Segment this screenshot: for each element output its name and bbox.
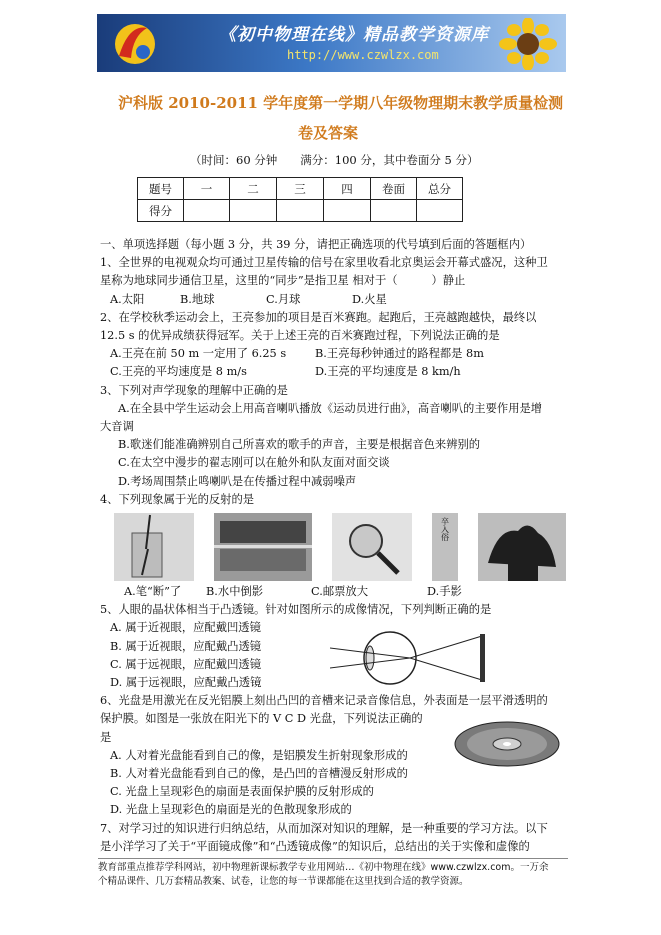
document-title-line1: 沪科版 2010-2011 学年度第一学期八年级物理期末教学质量检测 bbox=[118, 94, 564, 112]
option-a: A.在全县中学生运动会上用高音喇叭播放《运动员进行曲》，高音喇叭的主要作用是增 bbox=[118, 401, 543, 415]
banner-url[interactable]: http://www.czwlzx.com bbox=[287, 48, 439, 62]
option-a-cont: 大音调 bbox=[100, 420, 134, 434]
question-1-options bbox=[100, 291, 566, 309]
option-c: C. 光盘上呈现彩色的扇面是表面保护膜的反射形成的 bbox=[110, 785, 374, 799]
question-6-stem: 6、光盘是用激光在反光铝膜上刻出凸凹的音槽来记录音像信息，外表面是一层平滑透明的 bbox=[100, 694, 548, 708]
option-c: C.在太空中漫步的翟志刚可以在舱外和队友面对面交谈 bbox=[118, 456, 390, 470]
question-4-options bbox=[100, 583, 566, 601]
pencil-in-water-image bbox=[114, 513, 194, 581]
exam-info: （时间：60 分钟 满分：100 分，其中卷面分 5 分） bbox=[190, 153, 479, 167]
header-banner bbox=[97, 14, 566, 72]
score-table bbox=[137, 177, 463, 222]
option-d: D.火星 bbox=[352, 292, 387, 306]
score-cell[interactable] bbox=[417, 200, 463, 222]
section-heading: 一、单项选择题（每小题 3 分，共 39 分，请把正确选项的代号填到后面的答题框内） bbox=[100, 238, 532, 251]
option-d: D. 光盘上呈现彩色的扇面是光的色散现象形成的 bbox=[110, 803, 352, 817]
option-d: D.王亮的平均速度是 8 km/h bbox=[315, 365, 461, 379]
sign-image bbox=[432, 513, 458, 581]
score-header-cell: 题号 bbox=[138, 178, 184, 200]
option-b: B.歌迷们能准确辨别自己所喜欢的歌手的声音，主要是根据音色来辨别的 bbox=[118, 438, 481, 452]
score-table-row bbox=[138, 200, 463, 222]
question-4-images bbox=[114, 513, 566, 581]
site-logo-icon bbox=[109, 18, 161, 68]
score-cell[interactable] bbox=[230, 200, 277, 222]
footer-line: 教育部重点推荐学科网站，初中物理新课标教学专业用网站…《初中物理在线》www.czwlzx.com。一万余 bbox=[98, 862, 549, 873]
question-4-stem: 4、下列现象属于光的反射的是 bbox=[100, 492, 255, 506]
option-a: A.太阳 bbox=[110, 292, 145, 306]
eye-diagram bbox=[330, 628, 490, 688]
hand-shadow-image bbox=[478, 513, 566, 581]
sign-text: 卒入俗 bbox=[440, 517, 450, 542]
option-b: B.地球 bbox=[180, 292, 215, 306]
score-cell[interactable] bbox=[184, 200, 230, 222]
score-header-cell: 三 bbox=[277, 178, 324, 200]
score-header-cell: 四 bbox=[324, 178, 371, 200]
banner-title: 《初中物理在线》精品教学资源库 bbox=[219, 25, 489, 45]
question-2-stem: 12.5 s 的优异成绩获得冠军。关于上述王亮的百米赛跑过程，下列说法正确的是 bbox=[100, 329, 500, 343]
page-footer bbox=[98, 858, 568, 889]
option-c: C.王亮的平均速度是 8 m/s bbox=[110, 365, 247, 379]
option-c: C.月球 bbox=[266, 292, 301, 306]
cd-disc-image bbox=[452, 718, 562, 770]
option-b: B.水中倒影 bbox=[206, 585, 264, 599]
option-b: B.王亮每秒钟通过的路程都是 8m bbox=[315, 347, 484, 361]
question-2-options bbox=[100, 363, 566, 381]
option-a: A. 属于近视眼，应配戴凹透镜 bbox=[110, 621, 261, 635]
question-6-stem: 保护膜。如图是一张放在阳光下的 V C D 光盘，下列说法正确的 bbox=[100, 712, 423, 726]
option-d: D.考场周围禁止鸣喇叭是在传播过程中减弱噪声 bbox=[118, 474, 357, 488]
footer-line: 个精品课件、几万套精品教案、试卷，让您的每一节课都能在这里找到合适的教学资源。 bbox=[98, 876, 469, 887]
score-table-header-row bbox=[138, 178, 463, 200]
option-d: D. 属于远视眼，应配戴凸透镜 bbox=[110, 676, 262, 690]
question-7-stem: 7、对学习过的知识进行归纳总结，从而加深对知识的理解，是一种重要的学习方法。以下 bbox=[100, 821, 548, 835]
option-a: A.笔“断”了 bbox=[124, 585, 182, 599]
document-title bbox=[118, 88, 578, 148]
option-c: C.邮票放大 bbox=[311, 585, 369, 599]
option-c: C. 属于远视眼，应配戴凹透镜 bbox=[110, 657, 261, 671]
option-b: B. 人对着光盘能看到自己的像，是凸凹的音槽漫反射形成的 bbox=[110, 767, 408, 781]
option-d: D.手影 bbox=[427, 585, 462, 599]
score-header-cell: 卷面 bbox=[371, 178, 417, 200]
question-1-stem: 星称为地球同步通信卫星，这里的“同步”是指卫星 相对于（ ）静止 bbox=[100, 274, 466, 288]
question-7-stem: 是小洋学习了关于“平面镜成像”和“凸透镜成像”的知识后，总结出的关于实像和虚像的 bbox=[100, 839, 530, 853]
option-a: A.王亮在前 50 m 一定用了 6.25 s bbox=[110, 347, 287, 361]
score-header-cell: 二 bbox=[230, 178, 277, 200]
question-6-stem: 是 bbox=[100, 730, 112, 744]
option-b: B. 属于近视眼，应配戴凸透镜 bbox=[110, 639, 262, 653]
question-3-stem: 3、下列对声学现象的理解中正确的是 bbox=[100, 383, 288, 397]
option-a: A. 人对着光盘能看到自己的像，是铝膜发生折射现象形成的 bbox=[110, 748, 408, 762]
score-cell[interactable] bbox=[324, 200, 371, 222]
question-2-stem: 2、在学校秋季运动会上，王亮参加的项目是百米赛跑。起跑后，王亮越跑越快，最终以 bbox=[100, 310, 537, 324]
score-cell[interactable] bbox=[277, 200, 324, 222]
document-title-line2: 卷及答案 bbox=[297, 124, 358, 142]
magnified-stamp-image bbox=[332, 513, 412, 581]
question-1-stem: 1、全世界的电视观众均可通过卫星传输的信号在家里收看北京奥运会开幕式盛况，这种卫 bbox=[100, 256, 548, 270]
question-2-options bbox=[100, 345, 566, 363]
score-header-cell: 总分 bbox=[417, 178, 463, 200]
reflection-in-water-image bbox=[214, 513, 312, 581]
sunflower-icon bbox=[496, 18, 560, 70]
score-header-cell: 一 bbox=[184, 178, 230, 200]
score-row-label: 得分 bbox=[138, 200, 184, 222]
question-5-stem: 5、人眼的晶状体相当于凸透镜。针对如图所示的成像情况，下列判断正确的是 bbox=[100, 603, 492, 617]
score-cell[interactable] bbox=[371, 200, 417, 222]
